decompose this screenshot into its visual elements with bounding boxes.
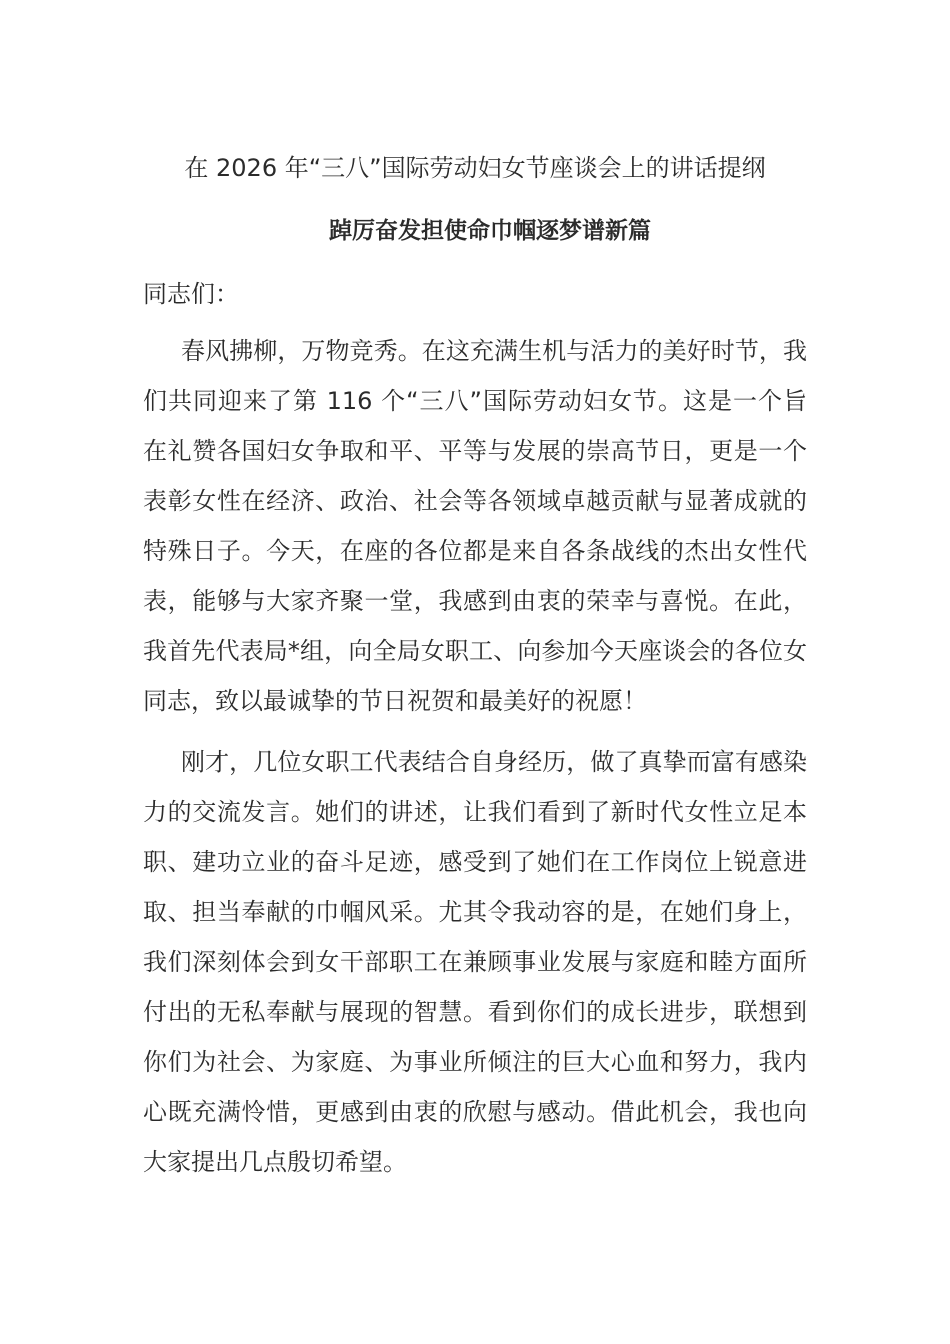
text-line: 我首先代表局*组，向全局女职工、向参加今天座谈会的各位女 [143, 637, 807, 665]
text-line: 春风拂柳，万物竞秀。在这充满生机与活力的美好时节，我 [181, 337, 807, 365]
document-subtitle: 踔厉奋发担使命巾帼逐梦谱新篇 [329, 218, 651, 244]
text-line: 付出的无私奉献与展现的智慧。看到你们的成长进步，联想到 [143, 998, 807, 1026]
text-line: 特殊日子。今天，在座的各位都是来自各条战线的杰出女性代 [143, 537, 807, 565]
text-line: 刚才，几位女职工代表结合自身经历，做了真挚而富有感染 [181, 748, 807, 776]
greeting: 同志们： [143, 280, 239, 308]
text-line: 取、担当奉献的巾帼风采。尤其令我动容的是，在她们身上， [143, 898, 807, 926]
text-line: 表，能够与大家齐聚一堂，我感到由衷的荣幸与喜悦。在此， [143, 587, 807, 615]
text-line: 职、建功立业的奋斗足迹，感受到了她们在工作岗位上锐意进 [143, 848, 807, 876]
text-line: 表彰女性在经济、政治、社会等各领域卓越贡献与显著成就的 [143, 487, 807, 515]
paragraph-2 [143, 737, 807, 1187]
text-line: 在礼赞各国妇女争取和平、平等与发展的崇高节日，更是一个 [143, 437, 807, 465]
text-line: 心既充满怜惜，更感到由衷的欣慰与感动。借此机会，我也向 [143, 1098, 807, 1126]
document-title: 在 2026 年“三八”国际劳动妇女节座谈会上的讲话提纲 [184, 154, 766, 182]
paragraph-1 [143, 326, 807, 726]
text-line: 大家提出几点殷切希望。 [143, 1148, 407, 1176]
text-line: 们共同迎来了第 116 个“三八”国际劳动妇女节。这是一个旨 [143, 387, 807, 415]
text-line: 力的交流发言。她们的讲述，让我们看到了新时代女性立足本 [143, 798, 807, 826]
text-line: 同志，致以最诚挚的节日祝贺和最美好的祝愿！ [143, 687, 647, 715]
text-line: 我们深刻体会到女干部职工在兼顾事业发展与家庭和睦方面所 [143, 948, 807, 976]
text-line: 你们为社会、为家庭、为事业所倾注的巨大心血和努力，我内 [143, 1048, 807, 1076]
